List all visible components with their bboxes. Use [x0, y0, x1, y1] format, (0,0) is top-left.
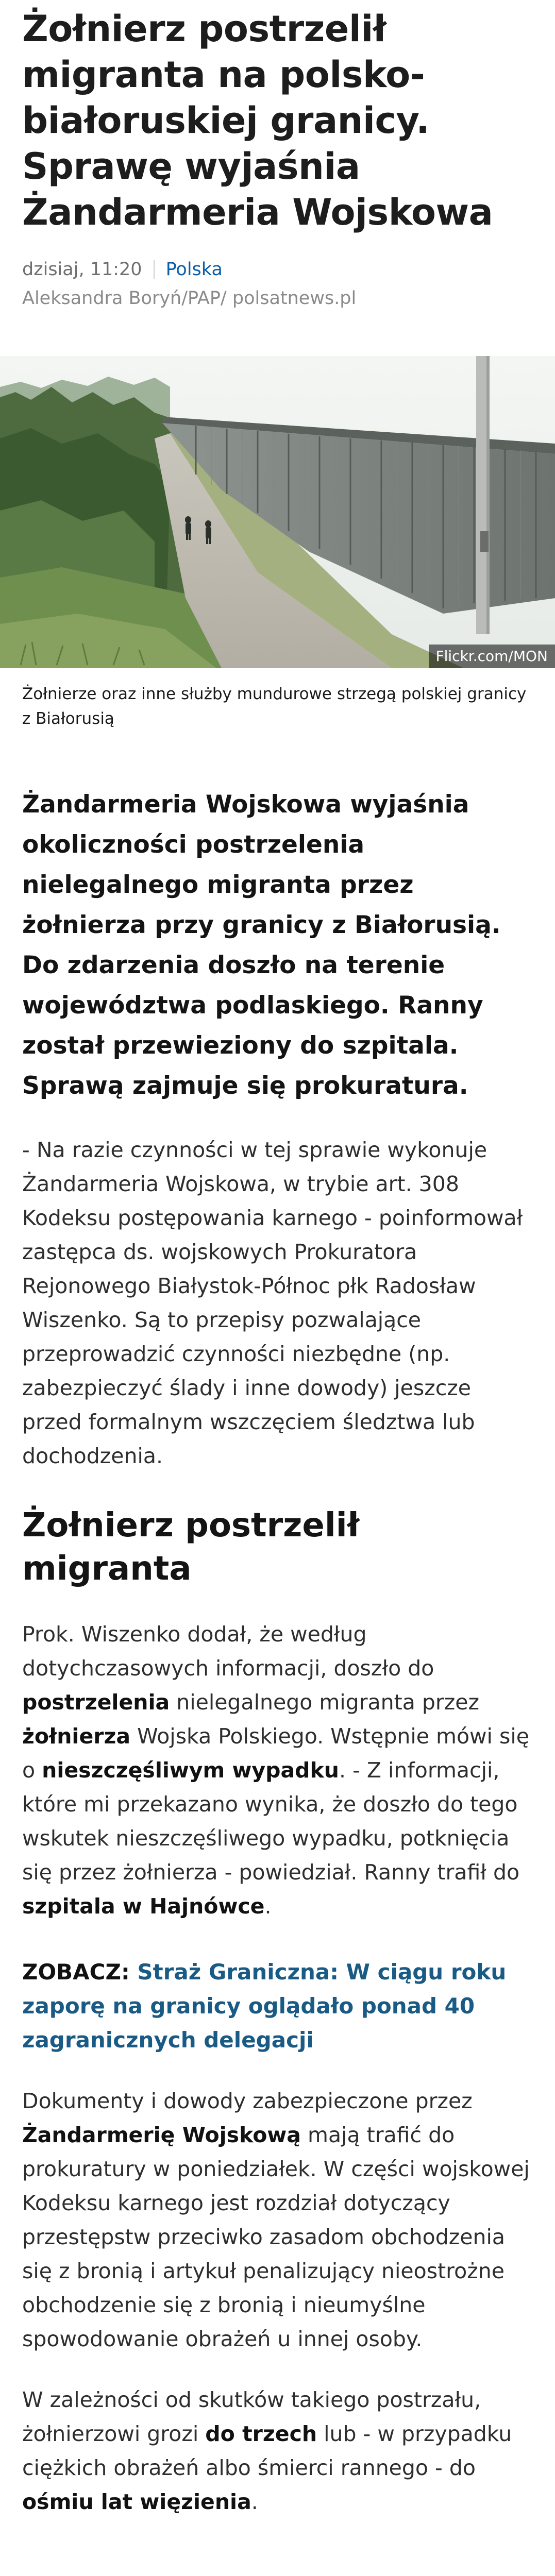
paragraph-4-bold-1: do trzech	[205, 2421, 317, 2446]
paragraph-3-text-1: Dokumenty i dowody zabezpieczone przez	[22, 2089, 473, 2113]
paragraph-2-text-4: . - Z informacji, które mi przekazano wynika, że doszło do tego wskutek nieszczęśliwego wypadku, potknięcia się przez żołnierza - powiedział. Ranny trafił do	[22, 1758, 520, 1885]
paragraph-3	[22, 2084, 533, 2356]
category-link[interactable]: Polska	[165, 259, 223, 280]
article-authors: Aleksandra Boryń/PAP/ polsatnews.pl	[22, 288, 357, 309]
border-fence-photo	[0, 356, 555, 668]
paragraph-2	[22, 1617, 533, 1923]
paragraph-4-text-2: lub - w przypadku ciężkich obrażeń albo śmierci rannego - do	[22, 2421, 512, 2480]
see-also-link[interactable]: Straż Graniczna: W ciągu roku zaporę na granicy oglądało ponad 40 zagranicznych delegacji	[22, 1959, 507, 2053]
paragraph-4	[22, 2383, 533, 2519]
paragraph-2-bold-4: szpitala w Hajnówce	[22, 1894, 265, 1919]
paragraph-2-bold-1: postrzelenia	[22, 1690, 170, 1715]
paragraph-4-bold-2: ośmiu lat więzienia	[22, 2489, 251, 2514]
section-heading: Żołnierz postrzelił migranta	[22, 1506, 360, 1588]
paragraph-1: - Na razie czynności w tej sprawie wykonuje Żandarmeria Wojskowa, w trybie art. 308 Kodeksu postępowania karnego - poinformował zastępca ds. wojskowych Prokuratora Rejonowego Białystok-Północ płk Radosław Wiszenko. Są to przepisy pozwalające przeprowadzić czynności niezbędne (np. zabezpieczyć ślady i inne dowody) jeszcze przed formalnym wszczęciem śledztwa lub dochodzenia.	[22, 1138, 523, 1468]
paragraph-2-text-2: nielegalnego migranta przez	[170, 1690, 480, 1715]
paragraph-4-text-3: .	[251, 2489, 258, 2514]
paragraph-2-text-1: Prok. Wiszenko dodał, że według dotychczasowych informacji, doszło do	[22, 1622, 434, 1681]
article-body	[0, 682, 555, 2519]
publish-time: dzisiaj, 11:20	[22, 259, 142, 280]
paragraph-2-bold-2: żołnierza	[22, 1724, 131, 1749]
paragraph-4-text-1: W zależności od skutków takiego postrzału, żołnierzowi grozi	[22, 2387, 481, 2446]
paragraph-2-bold-3: nieszczęśliwym wypadku	[42, 1758, 339, 1783]
article-meta	[22, 255, 533, 313]
paragraph-2-text-3: Wojska Polskiego. Wstępnie mówi się o	[22, 1724, 529, 1783]
meta-divider	[154, 260, 155, 279]
photo-credit: Flickr.com/MON	[429, 645, 555, 668]
see-also	[22, 1955, 533, 2057]
see-also-label: ZOBACZ:	[22, 1959, 130, 1985]
article-headline: Żołnierz postrzelił migranta na polsko-białoruskiej granicy. Sprawę wyjaśnia Żandarmeria Wojskowa	[22, 8, 493, 233]
article-header	[0, 0, 555, 313]
paragraph-2-text-5: .	[264, 1894, 272, 1919]
meta-row	[22, 255, 533, 284]
article-lead: Żandarmeria Wojskowa wyjaśnia okoliczności postrzelenia nielegalnego migranta przez żołnierza przy granicy z Białorusią. Do zdarzenia doszło na terenie województwa podlaskiego. Ranny został przewieziony do szpitala. Sprawą zajmuje się prokuratura.	[22, 790, 501, 1100]
paragraph-3-bold-1: Żandarmerię Wojskową	[22, 2123, 301, 2147]
paragraph-3-text-2: mają trafić do prokuratury w poniedziałek. W części wojskowej Kodeksu karnego jest rozdział dotyczący przestępstw przeciwko zasadom obchodzenia się z bronią i artykuł penalizujący nieostrożne obchodzenie się z bronią i nieumyślne spowodowanie obrażeń u innej osoby.	[22, 2123, 530, 2351]
hero-image	[0, 356, 555, 668]
photo-caption: Żołnierze oraz inne służby mundurowe strzegą polskiej granicy z Białorusią	[22, 685, 527, 728]
